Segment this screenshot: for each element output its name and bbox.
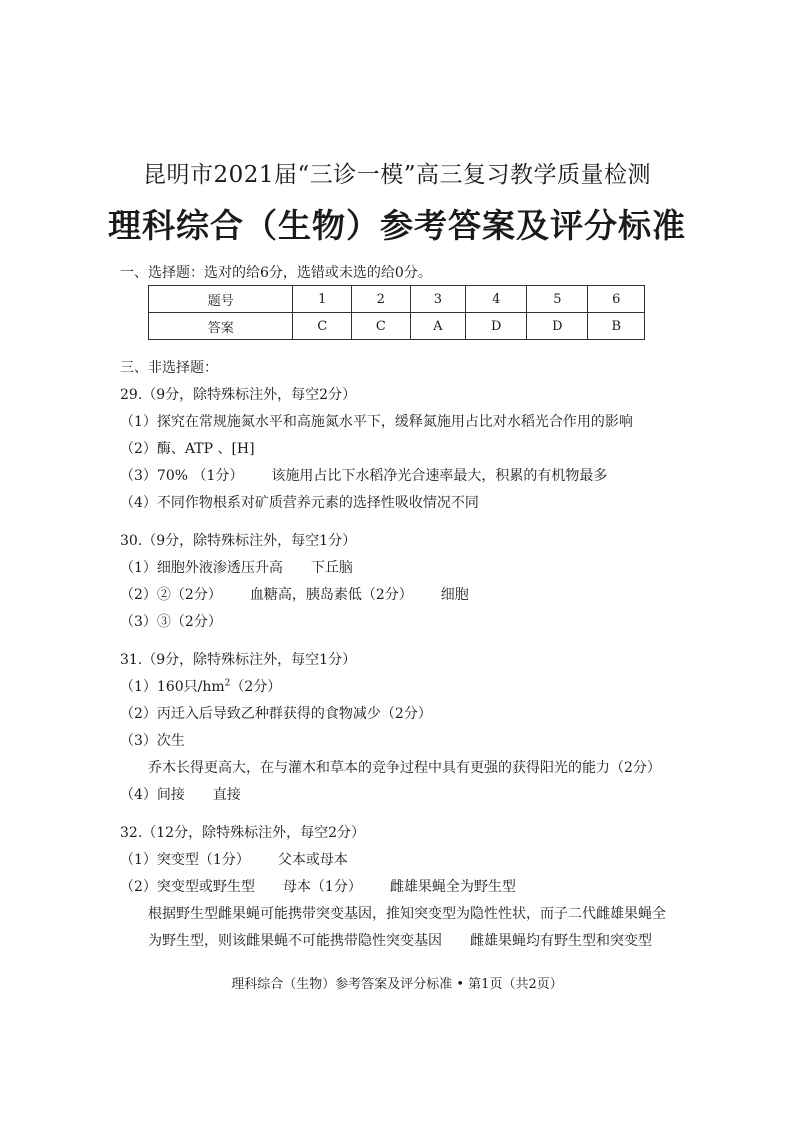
q31-answer-4b: 直接 xyxy=(212,787,241,803)
q31-answer-4 xyxy=(120,784,241,804)
question-number: 5 xyxy=(527,286,588,313)
q31-answer-4a: （4）间接 xyxy=(120,787,185,803)
q30-answer-3: （3）③（2分） xyxy=(120,614,222,630)
answer-cell: D xyxy=(466,313,527,340)
q29-answer-3a: （3）70% （1分） xyxy=(120,468,244,484)
answer-key-title: 理科综合（生物）参考答案及评分标准 xyxy=(108,206,686,245)
exam-title: 昆明市2021届“三诊一模”高三复习教学质量检测 xyxy=(142,162,652,188)
section3-heading: 三、非选择题： xyxy=(120,360,218,376)
q31-answer-3-explanation: 乔木长得更高大，在与灌木和草本的竞争过程中具有更强的获得阳光的能力（2分） xyxy=(148,760,661,776)
page-footer: 理科综合（生物）参考答案及评分标准 • 第1页（共2页） xyxy=(231,977,563,992)
answer-table xyxy=(148,285,645,340)
q32-answer-2f: 雌雄果蝇均有野生型和突变型 xyxy=(470,933,652,949)
table-header-label: 题号 xyxy=(149,286,293,313)
question-number: 3 xyxy=(410,286,466,313)
q31-answer-1a: （1）160只/hm xyxy=(120,679,225,695)
q30-answer-1a: （1）细胞外液渗透压升高 xyxy=(120,560,283,576)
answer-cell: B xyxy=(588,313,645,340)
q32-answer-2c: 雌雄果蝇全为野生型 xyxy=(389,879,516,895)
question-number: 1 xyxy=(293,286,352,313)
table-row-numbers xyxy=(149,286,645,313)
q32-answer-2a: （2）突变型或野生型 xyxy=(120,879,255,895)
table-answer-label: 答案 xyxy=(149,313,293,340)
q31-answer-2: （2）丙迁入后导致乙种群获得的食物减少（2分） xyxy=(120,706,432,722)
q32-answer-1 xyxy=(120,849,348,869)
q30-answer-2b: 血糖高，胰岛素低（2分） xyxy=(249,587,413,603)
q30-heading: 30.（9分，除特殊标注外，每空1分） xyxy=(120,533,357,549)
q30-answer-1 xyxy=(120,557,353,577)
q31-answer-3: （3）次生 xyxy=(120,733,185,749)
q32-answer-2-explanation: 根据野生型雌果蝇可能携带突变基因，推知突变型为隐性性状，而子二代雌雄果蝇全 xyxy=(148,906,666,922)
q30-answer-2c: 细胞 xyxy=(440,587,469,603)
answer-cell: D xyxy=(527,313,588,340)
q30-answer-2 xyxy=(120,584,469,604)
q31-answer-1 xyxy=(120,676,281,696)
q29-heading: 29.（9分，除特殊标注外，每空2分） xyxy=(120,387,357,403)
q32-answer-1a: （1）突变型（1分） xyxy=(120,852,250,868)
question-number: 2 xyxy=(352,286,411,313)
q32-answer-2 xyxy=(120,876,516,896)
q29-answer-3 xyxy=(120,465,607,485)
q32-answer-2-conclusion xyxy=(148,930,652,950)
section1-heading: 一、选择题：选对的给6分，选错或未选的给0分。 xyxy=(120,265,432,281)
question-number: 6 xyxy=(588,286,645,313)
answer-cell: A xyxy=(410,313,466,340)
q29-answer-2: （2）酶、ATP 、[H] xyxy=(120,441,255,457)
table-row-answers xyxy=(149,313,645,340)
q29-answer-3b: 该施用占比下水稻净光合速率最大，积累的有机物最多 xyxy=(271,468,608,484)
q32-answer-1b: 父本或母本 xyxy=(277,852,348,868)
q29-answer-1: （1）探究在常规施氮水平和高施氮水平下，缓释氮施用占比对水稻光合作用的影响 xyxy=(120,414,633,430)
answer-cell: C xyxy=(293,313,352,340)
answer-cell: C xyxy=(352,313,411,340)
q31-superscript: 2 xyxy=(224,678,231,689)
question-number: 4 xyxy=(466,286,527,313)
q32-answer-2b: 母本（1分） xyxy=(282,879,362,895)
q32-heading: 32.（12分，除特殊标注外，每空2分） xyxy=(120,825,365,841)
q29-answer-4: （4）不同作物根系对矿质营养元素的选择性吸收情况不同 xyxy=(120,495,479,511)
q30-answer-1b: 下丘脑 xyxy=(310,560,353,576)
q31-answer-1b: （2分） xyxy=(230,679,282,695)
q32-answer-2e: 为野生型，则该雌果蝇不可能携带隐性突变基因 xyxy=(148,933,442,949)
q31-heading: 31.（9分，除特殊标注外，每空1分） xyxy=(120,652,357,668)
q30-answer-2a: （2）②（2分） xyxy=(120,587,222,603)
